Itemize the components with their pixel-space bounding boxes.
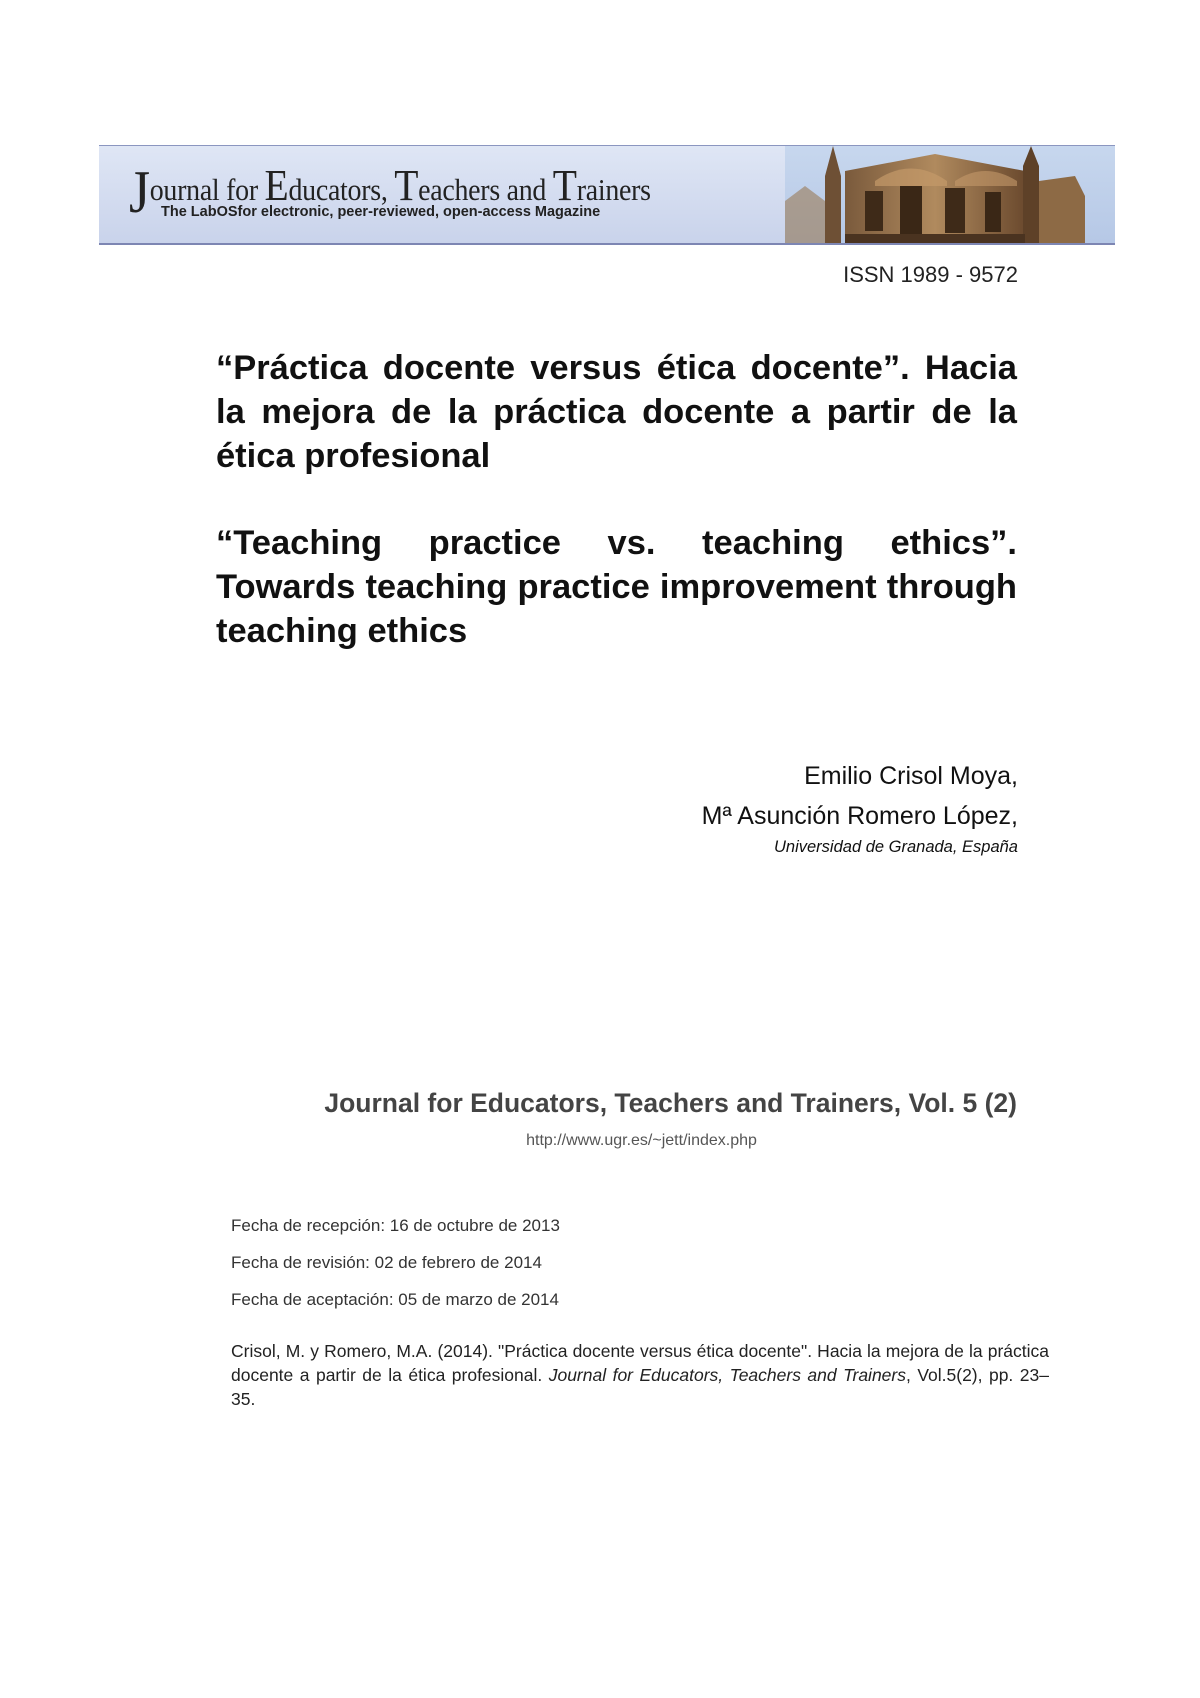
citation-text: Crisol, M. y Romero, M.A. (2014). "Práctica docente versus ética docente". Hacia la mejora de la práctica docente a partir de la ética profesional. xyxy=(231,1341,1049,1385)
reception-date: Fecha de recepción: 16 de octubre de 2013 xyxy=(231,1216,560,1235)
banner-initial-t: T xyxy=(394,161,419,210)
banner-initial-t2: T xyxy=(552,161,577,210)
article-titles xyxy=(216,346,1017,653)
journal-volume-line: Journal for Educators, Teachers and Trainers, Vol. 5 (2) xyxy=(324,1088,1017,1118)
banner-title-part: eachers and xyxy=(418,172,553,207)
banner-subtitle: The LabOSfor electronic, peer-reviewed, open-access Magazine xyxy=(161,204,601,220)
citation-pages: , Vol.5(2), pp. 23–35. xyxy=(231,1365,1049,1409)
issn: ISSN 1989 - 9572 xyxy=(843,262,1018,287)
dates-block xyxy=(231,1207,560,1318)
affiliation: Universidad de Granada, España xyxy=(774,838,1018,856)
banner-title-part: ournal for xyxy=(149,172,265,207)
revision-date: Fecha de revisión: 02 de febrero de 2014 xyxy=(231,1253,542,1272)
banner-title-part: ducators, xyxy=(288,172,395,207)
journal-banner xyxy=(99,145,1115,245)
citation xyxy=(231,1339,1049,1411)
author-2: Mª Asunción Romero López, xyxy=(701,802,1018,830)
author-1: Emilio Crisol Moya, xyxy=(804,762,1018,790)
citation-journal: Journal for Educators, Teachers and Trainers xyxy=(548,1365,906,1385)
banner-title-part: rainers xyxy=(576,172,651,207)
journal-url[interactable]: http://www.ugr.es/~jett/index.php xyxy=(526,1132,757,1149)
title-english: “Teaching practice vs. teaching ethics”. Towards teaching practice improvement through teaching ethics xyxy=(216,524,1017,650)
cathedral-image xyxy=(785,146,1115,243)
acceptance-date: Fecha de aceptación: 05 de marzo de 2014 xyxy=(231,1290,559,1309)
authors-block xyxy=(702,756,1018,858)
banner-initial-e: E xyxy=(264,161,289,210)
title-spanish: “Práctica docente versus ética docente”. Hacia la mejora de la práctica docente a partir de la ética profesional xyxy=(216,349,1017,475)
banner-initial-j: J xyxy=(129,159,150,225)
